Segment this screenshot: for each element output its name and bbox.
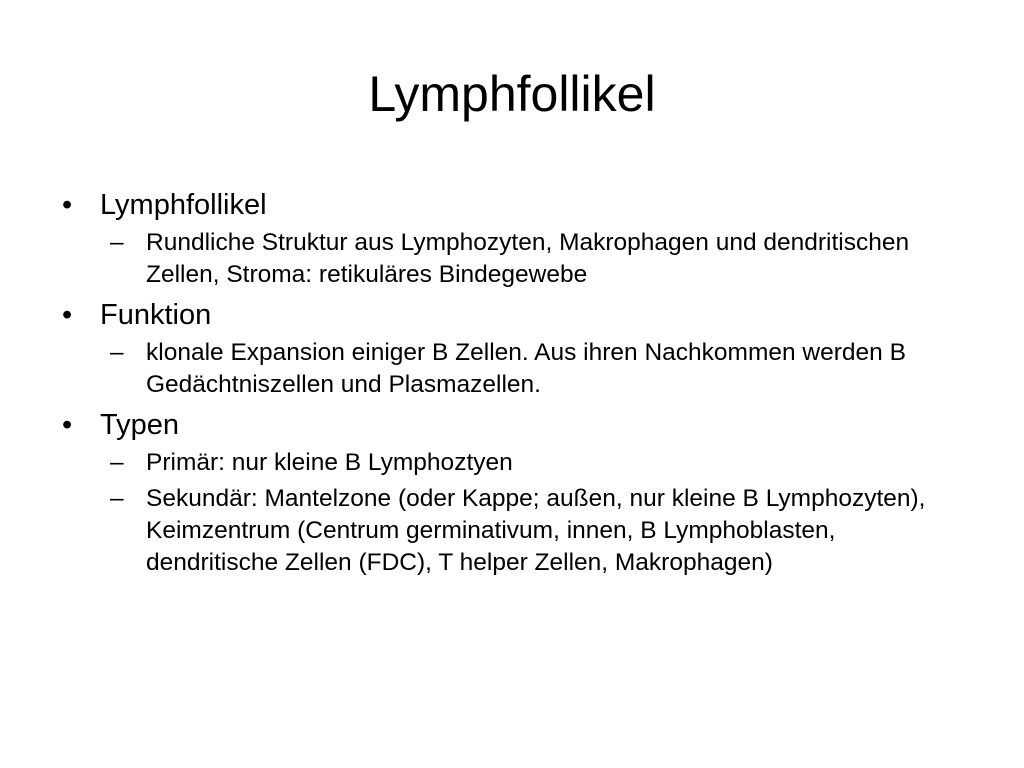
bullet-item <box>62 297 967 333</box>
section-funktion <box>62 297 967 401</box>
bullet-heading: Funktion <box>100 299 212 331</box>
sub-bullet-text: Sekundär: Mantelzone (oder Kappe; außen, nur kleine B Lymphozyten), Keimzentrum (Centrum germinativum, innen, B Lymphoblasten, dendritische Zellen (FDC), T helper Zellen, Makrophagen) <box>146 485 926 576</box>
bullet-icon: • <box>62 299 73 331</box>
bullet-item <box>62 407 967 443</box>
dash-icon: – <box>110 449 124 476</box>
bullet-icon: • <box>62 409 73 441</box>
sub-bullet-item <box>62 447 967 479</box>
bullet-icon: • <box>62 189 73 221</box>
sub-bullet-item <box>62 227 967 291</box>
dash-icon: – <box>110 229 124 256</box>
bullet-heading: Typen <box>100 409 179 441</box>
dash-icon: – <box>110 485 124 512</box>
bullet-item <box>62 187 967 223</box>
sub-bullet-text: Primär: nur kleine B Lymphoztyen <box>146 449 513 476</box>
slide-content <box>62 181 967 581</box>
sub-bullet-text: klonale Expansion einiger B Zellen. Aus ihren Nachkommen werden B Gedächtniszellen und Plasmazellen. <box>146 339 906 398</box>
sub-bullet-text: Rundliche Struktur aus Lymphozyten, Makrophagen und dendritischen Zellen, Stroma: retikuläres Bindegewebe <box>146 229 910 288</box>
slide-title: Lymphfollikel <box>368 66 656 122</box>
dash-icon: – <box>110 339 124 366</box>
sub-bullet-item <box>62 483 967 579</box>
section-typen <box>62 407 967 579</box>
section-lymphfollikel <box>62 187 967 291</box>
bullet-heading: Lymphfollikel <box>100 189 267 221</box>
sub-bullet-item <box>62 337 967 401</box>
